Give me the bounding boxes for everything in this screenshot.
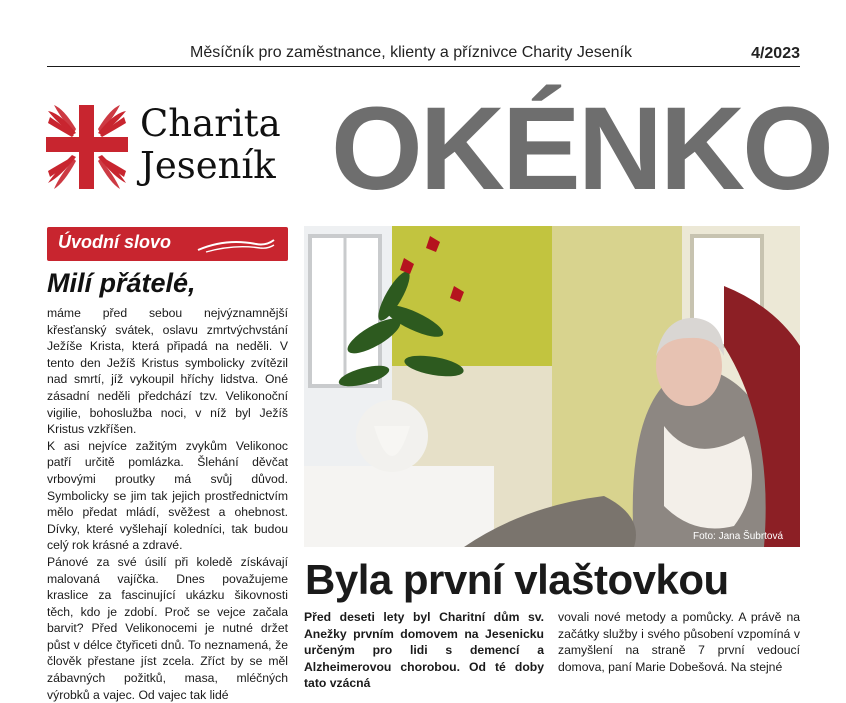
cover-photo: [304, 226, 800, 547]
photo-credit: Foto: Jana Šubrtová: [693, 531, 784, 542]
charita-logo-text: [140, 103, 281, 187]
charita-cross-icon: [46, 105, 128, 189]
article-lead: Před deseti lety byl Charitní dům sv. Anežky prvním domovem na Jesenicku určeným pro lidi s demencí a Alzheimerovou chorobou. Od té doby tato vzácná: [304, 610, 544, 691]
article-column-2: vovali nové metody a pomůcky. A právě na začátky služby i svého působení vzpomíná v zamyšlení na straně 7 první vedoucí domova, paní Marie Dobešová. Na stejné: [558, 610, 800, 674]
header-tagline: Měsíčník pro zaměstnance, klienty a příznivce Charity Jeseník: [190, 44, 632, 61]
swoosh-ornament-icon: [196, 236, 276, 254]
paragraph: Pánové za své úsilí při koledě získávají malovaná vajíčka. Dnes považujeme kraslice za fascinující ukázku šikovnosti těch, kdo je zdobí. Proč se vejce začala barvit? Před Velikonocemi je nutné držet půst v délce čtyřiceti dnů. To neznamená, že člověk přestane jíst zcela. Zříct by se měl zábavných požitků, masa, mléčných výrobků a vajec. Od vajec tak lidé: [47, 554, 288, 702]
paragraph: K asi nejvíce zažitým zvykům Velikonoc patří určitě pomlázka. Šlehání děvčat vrbovými proutky má svůj důvod. Symbolicky se jim tak jejich prostřednictvím mělo předat mládí, svěžest a ohebnost. Dívky, které vyšlehají koledníci, tak budou celý rok krásné a zdravé.: [47, 438, 288, 553]
masthead-title: OKÉNKO: [331, 83, 831, 215]
article-greeting: Milí přátelé,: [47, 268, 196, 298]
logo-line-1: Charita: [140, 102, 281, 145]
issue-number: 4/2023: [751, 45, 800, 62]
section-label: Úvodní slovo: [58, 232, 172, 252]
editorial-text: [47, 305, 288, 703]
logo-line-2: Jeseník: [140, 144, 276, 187]
article-headline: Byla první vlaštovkou: [305, 556, 729, 603]
paragraph: máme před sebou nejvýznamnější křesťanský svátek, oslavu zmrtvýchvstání Ježíše Krista, která připadá na neděli. V tento den Ježíš Kristus symbolicky zvítězil nad smrtí, jíž vykoupil hříchy lidstva. Oné zásadní neděli předchází tzv. Velikonoční vigilie, bohoslužba noci, v níž byl Ježíš Kristus vzkříšen.: [47, 306, 288, 437]
